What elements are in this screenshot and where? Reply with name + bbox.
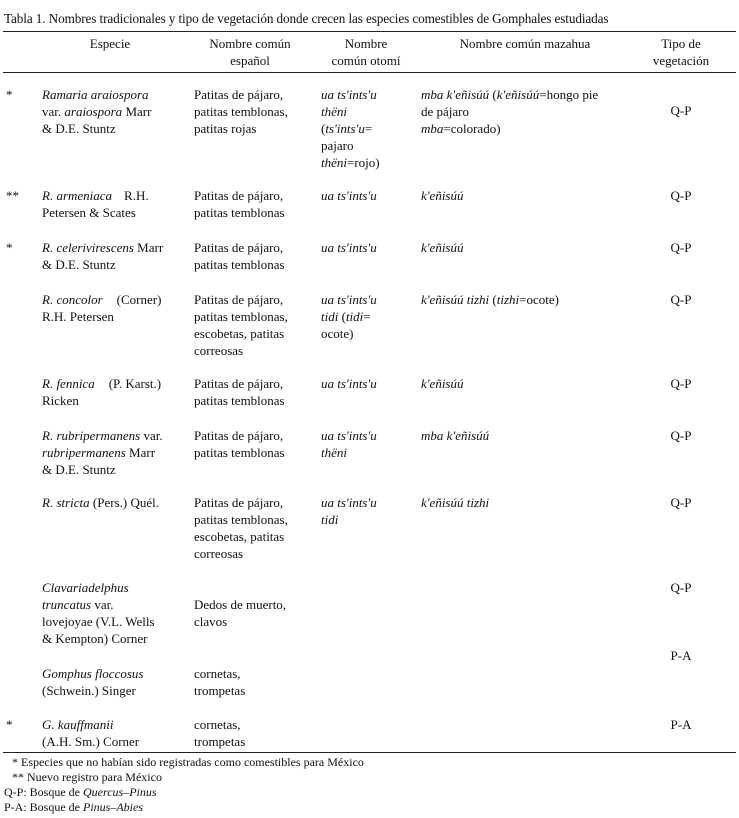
row9-especie xyxy=(42,665,192,699)
row8-espanol xyxy=(194,596,314,630)
row8-especie xyxy=(42,579,192,647)
row6-especie-author2: & D.E. Stuntz xyxy=(42,462,116,477)
row1-mazahua-term: k'eñisúú xyxy=(496,87,540,102)
row2-veg: Q-P xyxy=(670,188,692,203)
row3-veg: Q-P xyxy=(670,240,692,255)
row9-espanol xyxy=(194,665,314,699)
row5-veg: Q-P xyxy=(670,376,692,391)
footnote-4 xyxy=(4,800,143,815)
header-nombre-otomi xyxy=(316,35,416,69)
row6-especie-name: R. rubripermanens xyxy=(42,428,141,443)
row1-especie xyxy=(42,86,192,137)
row1-mazahua-name: mba k'eñisúú xyxy=(421,87,490,102)
header-tipo-vegetacion-line1: Tipo de xyxy=(661,36,701,51)
row10-especie xyxy=(42,716,192,750)
row1-otomi-l1: ua ts'ints'u xyxy=(321,87,377,102)
row9-especie-author: (Schwein.) Singer xyxy=(42,683,136,698)
row6-otomi xyxy=(321,427,416,461)
row1-otomi-term: ts'ints'u xyxy=(325,121,365,136)
row1-mazahua-paren: ( xyxy=(489,87,497,102)
header-rule xyxy=(3,72,736,73)
row1-mazahua-l2: de pájaro xyxy=(421,104,470,119)
row4-especie-author2: R.H. Petersen xyxy=(42,309,114,324)
row5-espanol xyxy=(194,375,314,409)
table-caption: Tabla 1. Nombres tradicionales y tipo de vegetación donde crecen las especies comestibles de Gomphales estudiadas xyxy=(4,11,609,26)
row1-veg: Q-P xyxy=(670,103,692,118)
row6-mazahua: mba k'eñisúú xyxy=(421,428,490,443)
footnote-4-genus-b: Abies xyxy=(116,800,144,814)
row6-especie-author1: Marr xyxy=(125,445,156,460)
row3-otomi: ua ts'ints'u xyxy=(321,240,377,255)
row4-otomi-eq: = xyxy=(363,309,371,324)
footnote-3-genus-b: Pinus xyxy=(129,785,157,799)
row5-especie xyxy=(42,375,192,409)
row5-mazahua: k'eñisúú xyxy=(421,376,464,391)
row7-especie-name: R. stricta xyxy=(42,495,90,510)
row4-otomi-term: tidi xyxy=(345,309,364,324)
row7-otomi xyxy=(321,494,416,528)
row1-otomi-paren: ( xyxy=(321,121,326,136)
row8-especie-epithet: truncatus xyxy=(42,597,92,612)
row1-espanol-l3: patitas rojas xyxy=(194,121,257,136)
footnote-3-dash: – xyxy=(123,785,130,799)
row5-espanol-l1: Patitas de pájaro, xyxy=(194,376,284,391)
row4-mazahua xyxy=(421,291,636,308)
row8-espanol-l1: Dedos de muerto, xyxy=(194,597,287,612)
row3-mazahua: k'eñisúú xyxy=(421,240,464,255)
row2-espanol xyxy=(194,187,314,221)
row1-otomi-term2: thëni xyxy=(321,155,347,170)
top-rule xyxy=(3,31,736,32)
row10-espanol-l2: trompetas xyxy=(194,734,246,749)
row1-especie-varname: araiospora xyxy=(64,104,123,119)
row4-mazahua-meaning: =ocote) xyxy=(519,292,559,307)
row9-espanol-l1: cornetas, xyxy=(194,666,241,681)
row2-mark: ** xyxy=(6,188,19,203)
row3-especie-author1: Marr xyxy=(133,240,164,255)
header-nombre-otomi-line2: común otomí xyxy=(331,53,401,68)
row6-espanol-l1: Patitas de pájaro, xyxy=(194,428,284,443)
header-nombre-espanol-line1: Nombre común xyxy=(209,36,291,51)
row3-mark: * xyxy=(6,240,13,255)
row7-espanol-l1: Patitas de pájaro, xyxy=(194,495,284,510)
row6-especie xyxy=(42,427,192,478)
row10-especie-name: G. kauffmanii xyxy=(42,717,114,732)
header-tipo-vegetacion xyxy=(640,35,722,69)
row1-otomi-l2: thëni xyxy=(321,104,347,119)
footnote-4-dash: – xyxy=(110,800,117,814)
row9-especie-name: Gomphus floccosus xyxy=(42,666,144,681)
row5-otomi: ua ts'ints'u xyxy=(321,376,377,391)
row4-otomi-tidi: tidi xyxy=(321,309,339,324)
row6-otomi-l2: thëni xyxy=(321,445,347,460)
header-nombre-otomi-line1: Nombre xyxy=(344,36,388,51)
row4-mazahua-name: k'eñisúú tizhi xyxy=(421,292,490,307)
row6-especie-var: var. xyxy=(140,428,163,443)
row1-especie-name: Ramaria araiospora xyxy=(42,87,149,102)
row8-especie-author2: & Kempton) Corner xyxy=(42,631,148,646)
footnote-1: * Especies que no habían sido registradas como comestibles para México xyxy=(12,755,364,769)
footnote-4-label: P-A: Bosque de xyxy=(4,800,83,814)
row7-espanol-l2: patitas temblonas, xyxy=(194,512,288,527)
row4-otomi-meaning: ocote) xyxy=(321,326,354,341)
row2-especie-author2: Petersen & Scates xyxy=(42,205,136,220)
row7-veg: Q-P xyxy=(670,495,692,510)
row2-especie-author1: R.H. xyxy=(124,188,149,203)
row10-mark: * xyxy=(6,717,13,732)
row7-espanol-l4: correosas xyxy=(194,546,244,561)
row4-veg: Q-P xyxy=(670,292,692,307)
bottom-rule xyxy=(3,752,736,753)
row10-espanol xyxy=(194,716,314,750)
row1-otomi xyxy=(321,86,416,171)
row2-especie xyxy=(42,187,192,221)
row7-mazahua: k'eñisúú tizhi xyxy=(421,495,490,510)
row1-especie-author2: & D.E. Stuntz xyxy=(42,121,116,136)
row1-espanol-l2: patitas temblonas, xyxy=(194,104,288,119)
row4-otomi-l1: ua ts'ints'u xyxy=(321,292,377,307)
row4-especie xyxy=(42,291,192,325)
row3-espanol-l2: patitas temblonas xyxy=(194,257,285,272)
row1-especie-var: var. xyxy=(42,104,65,119)
row2-mazahua: k'eñisúú xyxy=(421,188,464,203)
footnote-3-genus-a: Quercus xyxy=(83,785,124,799)
row10-espanol-l1: cornetas, xyxy=(194,717,241,732)
row2-espanol-l2: patitas temblonas xyxy=(194,205,285,220)
row4-espanol xyxy=(194,291,314,359)
row7-especie-author: (Pers.) Quél. xyxy=(89,495,159,510)
footnote-4-genus-a: Pinus xyxy=(83,800,111,814)
header-especie: Especie xyxy=(89,36,131,51)
row1-espanol-l1: Patitas de pájaro, xyxy=(194,87,284,102)
header-nombre-espanol-line2: español xyxy=(230,53,270,68)
row1-mark: * xyxy=(6,87,13,102)
row3-especie xyxy=(42,239,192,273)
row3-espanol-l1: Patitas de pájaro, xyxy=(194,240,284,255)
row2-especie-name: R. armeniaca xyxy=(42,188,113,203)
row2-espanol-l1: Patitas de pájaro, xyxy=(194,188,284,203)
row7-espanol xyxy=(194,494,314,562)
row1-otomi-meaning2: =rojo) xyxy=(347,155,380,170)
row4-otomi xyxy=(321,291,416,342)
row4-especie-author1: (Corner) xyxy=(116,292,162,307)
row8-espanol-l2: clavos xyxy=(194,614,228,629)
row2-otomi: ua ts'ints'u xyxy=(321,188,377,203)
row5-espanol-l2: patitas temblonas xyxy=(194,393,285,408)
row5-especie-author1: (P. Karst.) xyxy=(108,376,162,391)
row8-especie-var: var. xyxy=(91,597,114,612)
row8-especie-genus: Clavariadelphus xyxy=(42,580,129,595)
row4-mazahua-term: tizhi xyxy=(496,292,520,307)
row1-mazahua-meaning2: =colorado) xyxy=(443,121,501,136)
row8-especie-author1: lovejoyae (V.L. Wells xyxy=(42,614,155,629)
row5-especie-name: R. fennica xyxy=(42,376,95,391)
row1-mazahua-term2: mba xyxy=(421,121,444,136)
row5-especie-author2: Ricken xyxy=(42,393,79,408)
row1-mazahua-meaning: =hongo pie xyxy=(539,87,599,102)
header-nombre-mazahua: Nombre común mazahua xyxy=(459,36,591,51)
row9-espanol-l2: trompetas xyxy=(194,683,246,698)
row7-espanol-l3: escobetas, patitas xyxy=(194,529,285,544)
row6-especie-varname: rubripermanens xyxy=(42,445,126,460)
row8-veg-pa: P-A xyxy=(670,648,692,663)
row3-especie-name: R. celerivirescens xyxy=(42,240,134,255)
footnote-3 xyxy=(4,785,157,800)
header-tipo-vegetacion-line2: vegetación xyxy=(652,53,710,68)
row1-especie-author: Marr xyxy=(122,104,152,119)
row4-espanol-l3: escobetas, patitas xyxy=(194,326,285,341)
row1-otomi-l4: pajaro xyxy=(321,138,354,153)
row6-otomi-l1: ua ts'ints'u xyxy=(321,428,377,443)
row4-otomi-paren: ( xyxy=(338,309,346,324)
row6-veg: Q-P xyxy=(670,428,692,443)
footnote-2: ** Nuevo registro para México xyxy=(12,770,162,784)
row6-espanol xyxy=(194,427,314,461)
footnote-3-label: Q-P: Bosque de xyxy=(4,785,83,799)
row7-otomi-l1: ua ts'ints'u xyxy=(321,495,377,510)
row4-espanol-l1: Patitas de pájaro, xyxy=(194,292,284,307)
row10-veg: P-A xyxy=(670,717,692,732)
row8-veg-qp: Q-P xyxy=(670,580,692,595)
row4-espanol-l4: correosas xyxy=(194,343,244,358)
row7-otomi-l2: tidi xyxy=(321,512,339,527)
row10-especie-author: (A.H. Sm.) Corner xyxy=(42,734,140,749)
row3-especie-author2: & D.E. Stuntz xyxy=(42,257,116,272)
header-nombre-espanol xyxy=(190,35,310,69)
row1-mazahua xyxy=(421,86,636,137)
row6-espanol-l2: patitas temblonas xyxy=(194,445,285,460)
row4-mazahua-paren: ( xyxy=(489,292,497,307)
row3-espanol xyxy=(194,239,314,273)
row1-otomi-eq: = xyxy=(364,121,373,136)
row7-especie xyxy=(42,494,192,511)
row4-espanol-l2: patitas temblonas, xyxy=(194,309,288,324)
row4-especie-name: R. concolor xyxy=(42,292,103,307)
row1-espanol xyxy=(194,86,314,137)
